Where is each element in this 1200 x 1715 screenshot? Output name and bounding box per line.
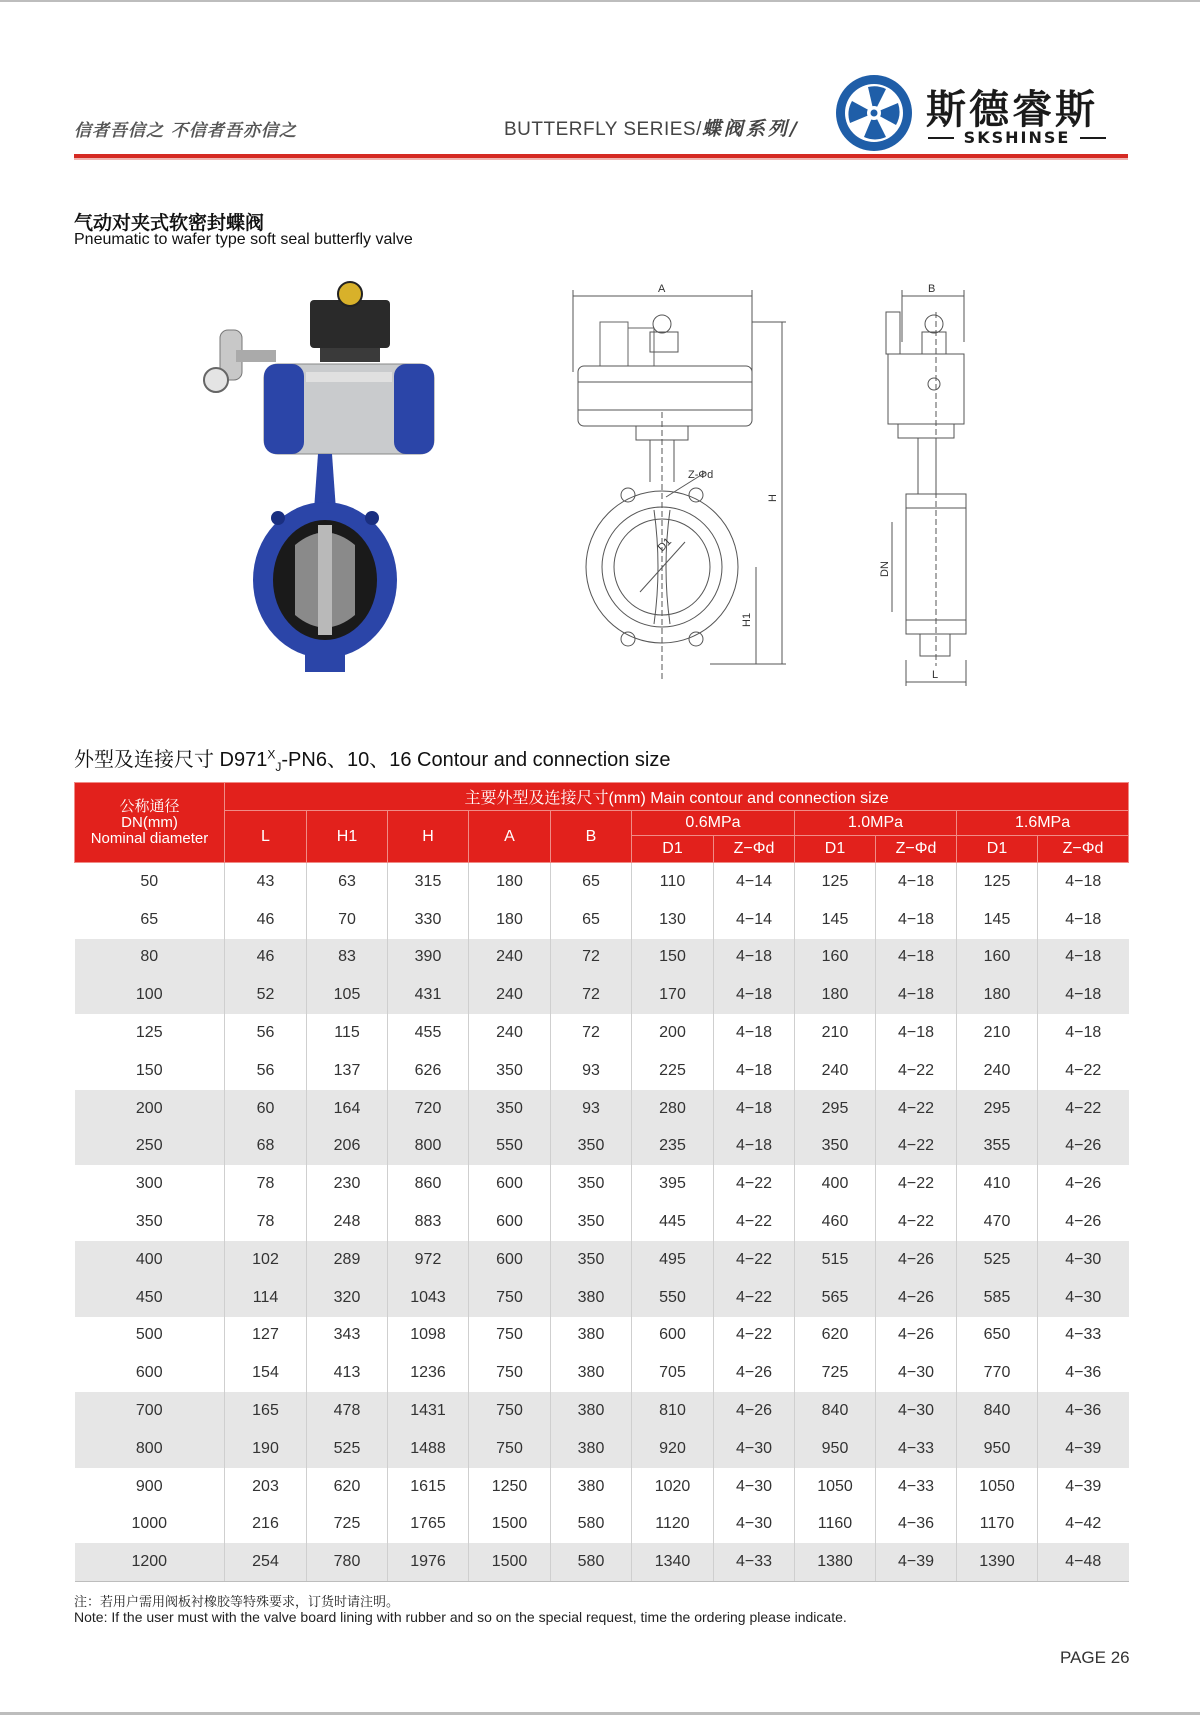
- table-cell: 580: [551, 1506, 632, 1544]
- table-section-title: 外型及连接尺寸 $D971^X_J-PN6$、10、16 Contour and connection size: [74, 747, 671, 774]
- table-cell: 380: [551, 1468, 632, 1506]
- table-cell: 150: [135, 1061, 163, 1079]
- table-cell: 125: [795, 863, 876, 901]
- table-cell: 380: [551, 1354, 632, 1392]
- table-row: [75, 1354, 1129, 1392]
- table-cell: 1431: [388, 1392, 469, 1430]
- table-cell: 355: [957, 1128, 1038, 1166]
- table-cell: 600: [469, 1203, 551, 1241]
- table-cell: 4−22: [876, 1203, 957, 1241]
- table-cell: 445: [632, 1203, 714, 1241]
- table-cell: 160: [795, 939, 876, 977]
- table-cell: 380: [551, 1430, 632, 1468]
- table-cell: 565: [795, 1279, 876, 1317]
- table-cell: 883: [388, 1203, 469, 1241]
- table-cell: 585: [957, 1279, 1038, 1317]
- table-cell: 515: [795, 1241, 876, 1279]
- dim-label-a: A: [658, 283, 666, 295]
- table-cell: 180: [795, 976, 876, 1014]
- table-cell: 72: [551, 976, 632, 1014]
- table-cell: 4−26: [876, 1279, 957, 1317]
- table-cell: 4−22: [714, 1165, 795, 1203]
- table-cell: 83: [307, 939, 388, 977]
- dn-column-header: 公称通径 DN(mm) Nominal diameter: [75, 783, 225, 863]
- table-cell: 65: [551, 901, 632, 939]
- table-cell: 125: [957, 863, 1038, 901]
- series-title-en: BUTTERFLY SERIES/: [504, 119, 702, 140]
- table-cell: 72: [551, 939, 632, 977]
- table-cell: 4−30: [714, 1468, 795, 1506]
- table-cell: 770: [957, 1354, 1038, 1392]
- table-row: [75, 1052, 1129, 1090]
- table-cell: 60: [225, 1090, 307, 1128]
- table-cell: 1615: [388, 1468, 469, 1506]
- table-cell: 240: [469, 1014, 551, 1052]
- dim-label-d1: D1: [655, 535, 675, 555]
- table-cell: 105: [307, 976, 388, 1014]
- table-cell: 164: [307, 1090, 388, 1128]
- table-cell: 4−22: [714, 1279, 795, 1317]
- header-motto: 信者吾信之 不信者吾亦信之: [74, 121, 297, 141]
- series-title-cn: 蝶阀系列/: [701, 118, 800, 140]
- table-cell: 750: [469, 1279, 551, 1317]
- table-cell: 380: [551, 1392, 632, 1430]
- table-cell: 93: [551, 1052, 632, 1090]
- table-cell: 350: [469, 1090, 551, 1128]
- table-cell: 4−18: [1038, 863, 1129, 901]
- dim-label-dn: DN: [879, 561, 891, 577]
- table-cell: 4−18: [876, 1014, 957, 1052]
- table-cell: 725: [307, 1506, 388, 1544]
- table-cell: 1000: [131, 1515, 168, 1533]
- table-cell: 203: [225, 1468, 307, 1506]
- sub-header-d1: D1: [632, 836, 714, 863]
- table-cell: 500: [135, 1326, 163, 1344]
- table-cell: 110: [632, 863, 714, 901]
- table-cell: 200: [632, 1014, 714, 1052]
- pressure-header-1-6: 1.6MPa: [957, 811, 1129, 836]
- table-cell: 950: [957, 1430, 1038, 1468]
- col-header-b: B: [551, 811, 632, 863]
- table-cell: 4−22: [1038, 1090, 1129, 1128]
- table-cell: 4−22: [714, 1241, 795, 1279]
- table-cell: 1098: [388, 1317, 469, 1355]
- table-cell: 1250: [469, 1468, 551, 1506]
- table-cell: 413: [307, 1354, 388, 1392]
- table-cell: 720: [388, 1090, 469, 1128]
- table-cell: 1020: [632, 1468, 714, 1506]
- sub-header-d1: D1: [957, 836, 1038, 863]
- table-cell: 248: [307, 1203, 388, 1241]
- table-cell: 4−18: [1038, 976, 1129, 1014]
- table-cell: 1340: [632, 1543, 714, 1581]
- dimension-table: [74, 782, 1129, 1582]
- sub-header-z: Z−Φd: [714, 836, 795, 863]
- brand-name-en: SKSHINSE: [928, 128, 1106, 147]
- table-cell: 972: [388, 1241, 469, 1279]
- table-cell: 1050: [795, 1468, 876, 1506]
- table-cell: 900: [135, 1477, 163, 1495]
- table-cell: 1200: [75, 1543, 225, 1581]
- table-cell: 210: [957, 1014, 1038, 1052]
- table-cell: 350: [551, 1241, 632, 1279]
- table-cell: 800: [75, 1430, 225, 1468]
- table-cell: 4−33: [714, 1543, 795, 1581]
- sub-header-z: Z−Φd: [876, 836, 957, 863]
- table-cell: 4−22: [876, 1090, 957, 1128]
- table-cell: 4−30: [714, 1430, 795, 1468]
- table-cell: 4−36: [1038, 1392, 1129, 1430]
- table-cell: 225: [632, 1052, 714, 1090]
- table-row: [75, 1506, 1129, 1544]
- table-cell: 800: [388, 1128, 469, 1166]
- table-row: [75, 1317, 1129, 1355]
- table-cell: 626: [388, 1052, 469, 1090]
- table-body: [75, 863, 1129, 1582]
- table-cell: 68: [225, 1128, 307, 1166]
- table-cell: 1043: [388, 1279, 469, 1317]
- table-cell: 65: [140, 910, 159, 928]
- table-cell: 390: [388, 939, 469, 977]
- table-cell: 280: [632, 1090, 714, 1128]
- table-row: [75, 1392, 1129, 1430]
- table-cell: 170: [632, 976, 714, 1014]
- pressure-header-0-6: 0.6MPa: [632, 811, 795, 836]
- table-cell: 4−18: [876, 901, 957, 939]
- table-cell: 600: [469, 1165, 551, 1203]
- table-cell: 46: [225, 901, 307, 939]
- col-header-h: H: [388, 811, 469, 863]
- table-cell: 4−18: [714, 1090, 795, 1128]
- table-row: [75, 1128, 1129, 1166]
- table-cell: 4−30: [1038, 1279, 1129, 1317]
- table-cell: 400: [75, 1241, 225, 1279]
- table-cell: 725: [795, 1354, 876, 1392]
- table-cell: 4−26: [876, 1317, 957, 1355]
- product-title-en: Pneumatic to wafer type soft seal butterfly valve: [74, 231, 413, 248]
- table-cell: 330: [388, 901, 469, 939]
- table-cell: 4−26: [714, 1392, 795, 1430]
- table-cell: 410: [957, 1165, 1038, 1203]
- table-cell: 840: [957, 1392, 1038, 1430]
- table-cell: 4−39: [876, 1543, 957, 1581]
- table-cell: 343: [307, 1317, 388, 1355]
- table-row: [75, 1430, 1129, 1468]
- table-cell: 315: [388, 863, 469, 901]
- table-cell: 860: [388, 1165, 469, 1203]
- table-cell: 455: [388, 1014, 469, 1052]
- table-cell: 4−18: [876, 863, 957, 901]
- sub-header-z: Z−Φd: [1038, 836, 1129, 863]
- table-cell: 4−30: [876, 1354, 957, 1392]
- table-cell: 254: [225, 1543, 307, 1581]
- table-cell: 380: [551, 1279, 632, 1317]
- table-cell: 4−18: [1038, 901, 1129, 939]
- table-cell: 350: [551, 1203, 632, 1241]
- table-cell: 650: [957, 1317, 1038, 1355]
- table-cell: 450: [75, 1279, 225, 1317]
- table-row: [75, 901, 1129, 939]
- table-cell: 550: [469, 1128, 551, 1166]
- table-cell: 46: [225, 939, 307, 977]
- table-row: [75, 939, 1129, 977]
- table-cell: 750: [469, 1430, 551, 1468]
- table-cell: 4−36: [1038, 1354, 1129, 1392]
- page-number: PAGE 26: [1060, 1648, 1130, 1667]
- table-row: [75, 1203, 1129, 1241]
- table-cell: 240: [795, 1052, 876, 1090]
- dim-label-h: H: [767, 494, 779, 502]
- table-row: [75, 1014, 1129, 1052]
- table-cell: 300: [135, 1175, 163, 1193]
- table-cell: 100: [75, 976, 225, 1014]
- table-cell: 78: [225, 1165, 307, 1203]
- table-cell: 320: [307, 1279, 388, 1317]
- table-cell: 165: [225, 1392, 307, 1430]
- table-cell: 210: [795, 1014, 876, 1052]
- table-cell: 750: [469, 1317, 551, 1355]
- table-cell: 1160: [795, 1506, 876, 1544]
- table-cell: 206: [307, 1128, 388, 1166]
- table-cell: 43: [225, 863, 307, 901]
- table-cell: 1500: [469, 1506, 551, 1544]
- table-cell: 600: [135, 1364, 163, 1382]
- table-cell: 4−22: [876, 1128, 957, 1166]
- table-cell: 600: [632, 1317, 714, 1355]
- table-row: [75, 1468, 1129, 1506]
- main-size-header: 主要外型及连接尺寸(mm) Main contour and connection size: [225, 783, 1129, 811]
- table-cell: 1976: [388, 1543, 469, 1581]
- table-cell: 600: [469, 1241, 551, 1279]
- table-cell: 1765: [388, 1506, 469, 1544]
- table-cell: 295: [795, 1090, 876, 1128]
- table-cell: 350: [551, 1128, 632, 1166]
- top-rule: [0, 0, 1200, 2]
- table-cell: 4−48: [1038, 1543, 1129, 1581]
- table-cell: 550: [632, 1279, 714, 1317]
- table-cell: 216: [225, 1506, 307, 1544]
- table-cell: 920: [632, 1430, 714, 1468]
- table-cell: 400: [795, 1165, 876, 1203]
- table-cell: 56: [225, 1014, 307, 1052]
- table-cell: 4−30: [714, 1506, 795, 1544]
- table-cell: 620: [307, 1468, 388, 1506]
- table-cell: 620: [795, 1317, 876, 1355]
- table-cell: 115: [307, 1014, 388, 1052]
- table-cell: 4−14: [714, 863, 795, 901]
- table-cell: 235: [632, 1128, 714, 1166]
- table-cell: 63: [307, 863, 388, 901]
- table-cell: 4−18: [714, 1014, 795, 1052]
- table-cell: 114: [225, 1279, 307, 1317]
- table-cell: 190: [225, 1430, 307, 1468]
- table-cell: 431: [388, 976, 469, 1014]
- table-cell: 52: [225, 976, 307, 1014]
- table-row: [75, 1165, 1129, 1203]
- col-header-h1: H1: [307, 811, 388, 863]
- table-cell: 93: [551, 1090, 632, 1128]
- table-cell: 50: [140, 872, 159, 890]
- table-cell: 72: [551, 1014, 632, 1052]
- table-cell: 240: [469, 939, 551, 977]
- table-cell: 4−26: [1038, 1128, 1129, 1166]
- table-cell: 478: [307, 1392, 388, 1430]
- table-cell: 4−18: [1038, 939, 1129, 977]
- table-cell: 4−26: [714, 1354, 795, 1392]
- table-cell: 4−22: [714, 1203, 795, 1241]
- table-cell: 4−36: [876, 1506, 957, 1544]
- table-cell: 1170: [957, 1506, 1038, 1544]
- table-cell: 4−22: [876, 1052, 957, 1090]
- table-cell: 125: [135, 1024, 163, 1042]
- table-cell: 525: [307, 1430, 388, 1468]
- brand-name-cn: 斯德睿斯: [926, 87, 1098, 133]
- table-cell: 137: [307, 1052, 388, 1090]
- table-cell: 4−42: [1038, 1506, 1129, 1544]
- table-row: [75, 1241, 1129, 1279]
- table-cell: 70: [307, 901, 388, 939]
- table-cell: 705: [632, 1354, 714, 1392]
- table-cell: 4−18: [714, 1052, 795, 1090]
- table-cell: 4−18: [876, 976, 957, 1014]
- table-row: [75, 1543, 1129, 1581]
- dim-label-b: B: [928, 283, 936, 295]
- table-cell: 1236: [388, 1354, 469, 1392]
- table-cell: 950: [795, 1430, 876, 1468]
- table-cell: 295: [957, 1090, 1038, 1128]
- table-cell: 4−30: [1038, 1241, 1129, 1279]
- table-cell: 380: [551, 1317, 632, 1355]
- table-cell: 4−22: [876, 1165, 957, 1203]
- col-header-l: L: [225, 811, 307, 863]
- table-cell: 200: [75, 1090, 225, 1128]
- table-cell: 840: [795, 1392, 876, 1430]
- table-cell: 4−26: [1038, 1203, 1129, 1241]
- table-cell: 580: [551, 1543, 632, 1581]
- table-cell: 460: [795, 1203, 876, 1241]
- table-row: [75, 863, 1129, 901]
- table-cell: 289: [307, 1241, 388, 1279]
- table-cell: 102: [225, 1241, 307, 1279]
- table-cell: 700: [75, 1392, 225, 1430]
- table-cell: 4−22: [1038, 1052, 1129, 1090]
- table-cell: 4−33: [1038, 1317, 1129, 1355]
- table-cell: 4−18: [876, 939, 957, 977]
- table-cell: 4−39: [1038, 1430, 1129, 1468]
- dim-label-l: L: [932, 669, 939, 681]
- table-cell: 78: [225, 1203, 307, 1241]
- side-view-drawing: [870, 282, 980, 692]
- table-row: [75, 1279, 1129, 1317]
- table-cell: 470: [957, 1203, 1038, 1241]
- table-cell: 4−18: [714, 939, 795, 977]
- table-cell: 150: [632, 939, 714, 977]
- col-header-a: A: [469, 811, 551, 863]
- pressure-header-1-0: 1.0MPa: [795, 811, 957, 836]
- product-title-cn: 气动对夹式软密封蝶阀: [74, 212, 265, 234]
- table-cell: 395: [632, 1165, 714, 1203]
- table-cell: 4−18: [714, 1128, 795, 1166]
- dim-label-z: Z-Φd: [688, 469, 714, 481]
- table-cell: 4−14: [714, 901, 795, 939]
- dim-label-h1: H1: [741, 612, 753, 627]
- table-cell: 1500: [469, 1543, 551, 1581]
- table-cell: 495: [632, 1241, 714, 1279]
- table-cell: 4−39: [1038, 1468, 1129, 1506]
- table-cell: 1390: [957, 1543, 1038, 1581]
- table-cell: 127: [225, 1317, 307, 1355]
- series-title: [504, 114, 800, 141]
- table-cell: 4−22: [714, 1317, 795, 1355]
- table-cell: 145: [795, 901, 876, 939]
- sub-header-d1: D1: [795, 836, 876, 863]
- brand-logo-icon: [834, 73, 914, 153]
- note-en: Note: If the user must with the valve board lining with rubber and so on the special request, time the ordering please indicate.: [74, 1609, 847, 1625]
- table-cell: 160: [957, 939, 1038, 977]
- table-cell: 350: [469, 1052, 551, 1090]
- table-cell: 4−18: [714, 976, 795, 1014]
- table-cell: 750: [469, 1392, 551, 1430]
- table-cell: 350: [135, 1213, 163, 1231]
- table-cell: 240: [957, 1052, 1038, 1090]
- table-cell: 154: [225, 1354, 307, 1392]
- table-row: [75, 1090, 1129, 1128]
- table-cell: 4−33: [876, 1468, 957, 1506]
- table-cell: 750: [469, 1354, 551, 1392]
- table-cell: 810: [632, 1392, 714, 1430]
- table-cell: 180: [469, 863, 551, 901]
- table-cell: 1488: [388, 1430, 469, 1468]
- table-cell: 1380: [795, 1543, 876, 1581]
- table-cell: 130: [632, 901, 714, 939]
- table-cell: 350: [551, 1165, 632, 1203]
- front-view-drawing: [570, 282, 790, 692]
- table-cell: 4−33: [876, 1430, 957, 1468]
- table-cell: 240: [469, 976, 551, 1014]
- table-cell: 145: [957, 901, 1038, 939]
- table-cell: 4−26: [876, 1241, 957, 1279]
- table-cell: 230: [307, 1165, 388, 1203]
- table-cell: 350: [795, 1128, 876, 1166]
- table-cell: 56: [225, 1052, 307, 1090]
- table-cell: 65: [551, 863, 632, 901]
- table-cell: 80: [75, 939, 225, 977]
- table-cell: 250: [75, 1128, 225, 1166]
- note-cn: 注：若用户需用阀板衬橡胶等特殊要求，订货时请注明。: [74, 1595, 400, 1610]
- table-cell: 4−26: [1038, 1165, 1129, 1203]
- valve-photo: [200, 280, 440, 680]
- table-cell: 780: [307, 1543, 388, 1581]
- table-cell: 180: [957, 976, 1038, 1014]
- table-cell: 1050: [957, 1468, 1038, 1506]
- table-cell: 180: [469, 901, 551, 939]
- table-cell: 525: [957, 1241, 1038, 1279]
- table-cell: 4−30: [876, 1392, 957, 1430]
- table-row: [75, 976, 1129, 1014]
- table-cell: 1120: [632, 1506, 714, 1544]
- table-cell: 4−18: [1038, 1014, 1129, 1052]
